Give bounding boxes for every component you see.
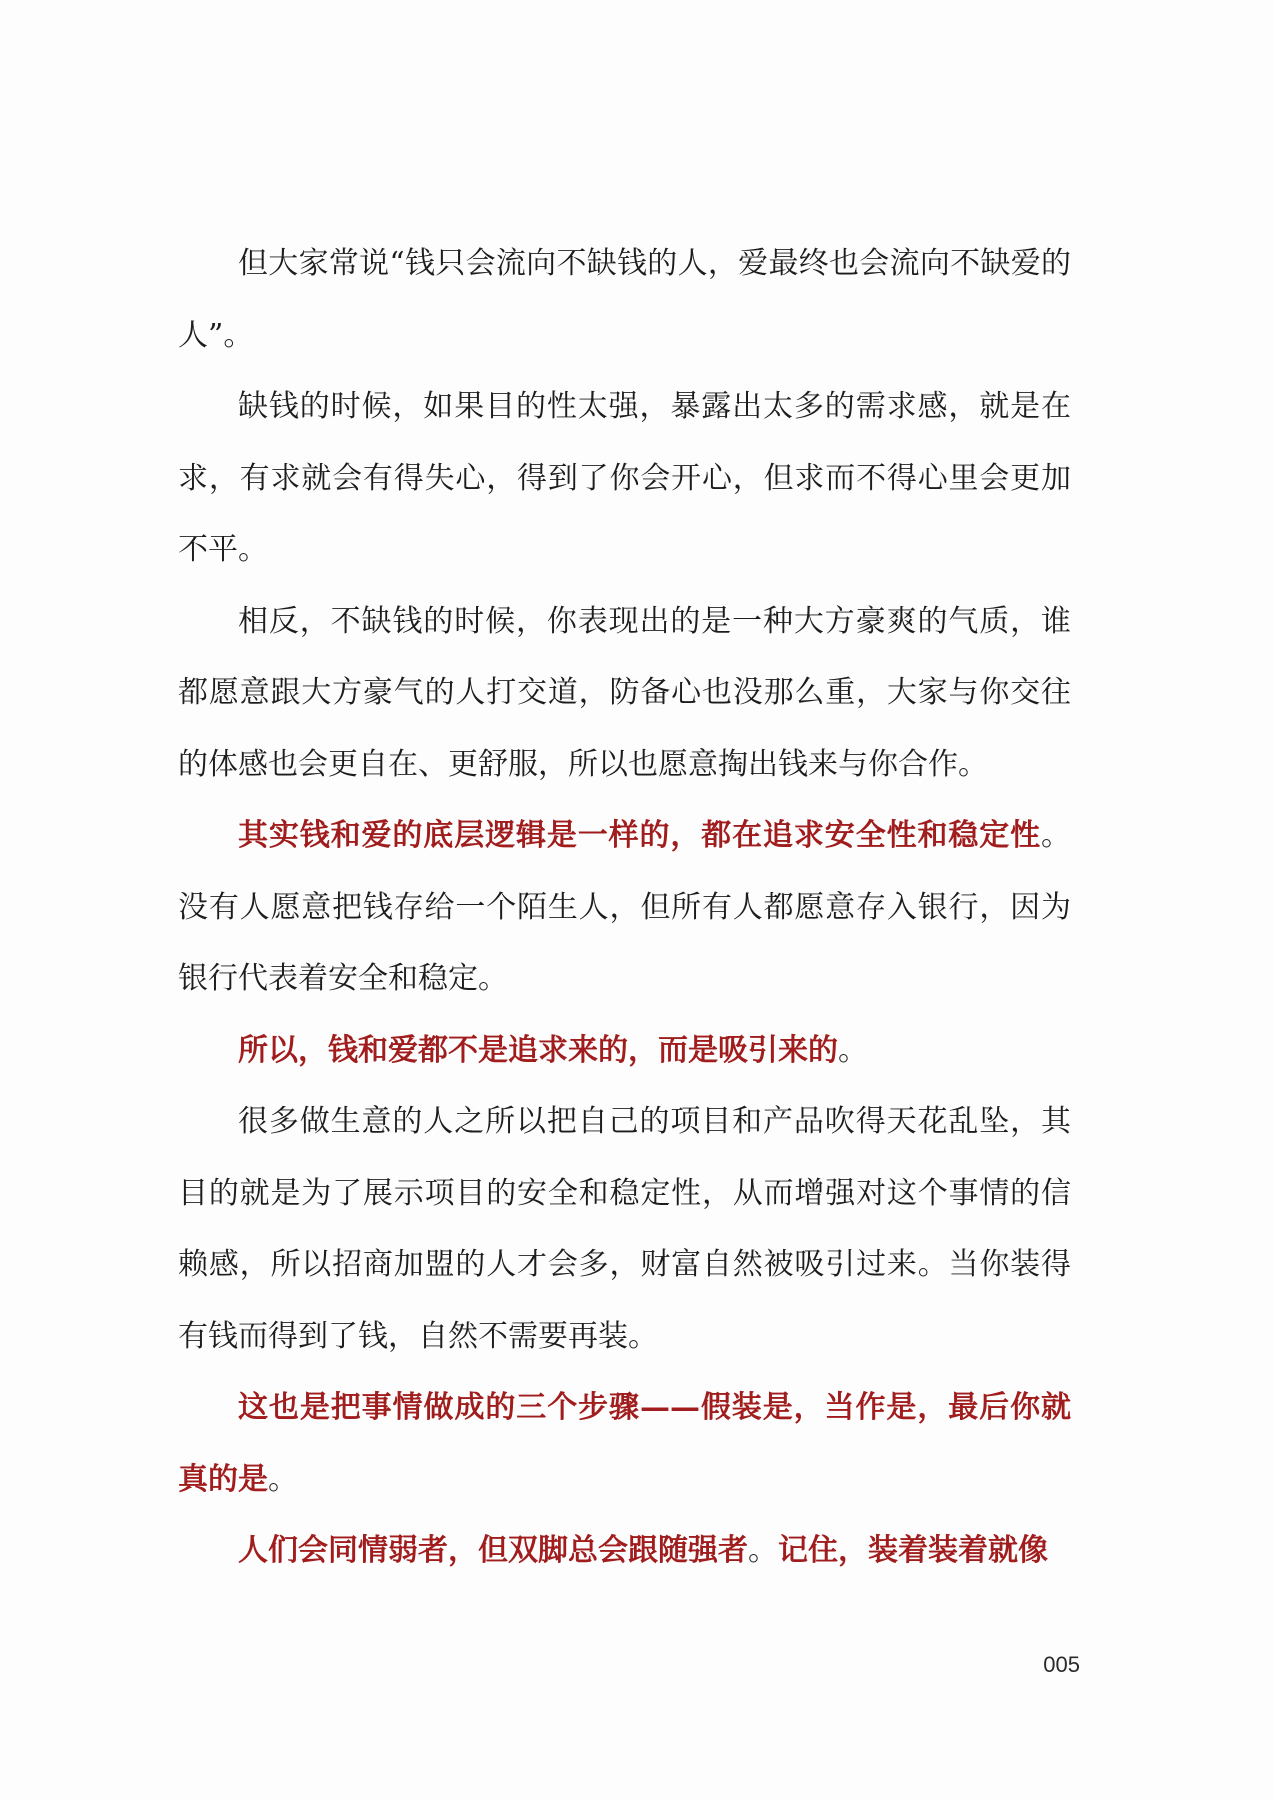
paragraph-2 — [178, 371, 1071, 586]
body-text — [178, 228, 1071, 1587]
page-number: 005 — [1043, 1652, 1080, 1677]
paragraph-4 — [178, 800, 1071, 1015]
paragraph-1 — [178, 228, 1071, 371]
text-run: 。 — [838, 1032, 868, 1068]
emphasis-run: 所以，钱和爱都不是追求来的，而是吸引来的 — [238, 1032, 838, 1068]
paragraph-6 — [178, 1086, 1071, 1372]
paragraph-7 — [178, 1372, 1071, 1515]
text-run: 缺钱的时候，如果目的性太强，暴露出太多的需求感，就是在求，有求就会有得失心，得到了你会开心，但求而不得心里会更加不平。 — [178, 389, 1071, 567]
emphasis-run: 人们会同情弱者，但双脚总会跟随强者 — [238, 1533, 748, 1568]
emphasis-run: 其实钱和爱的底层逻辑是一样的，都在追求安全性和稳定性 — [238, 818, 1041, 853]
paragraph-5 — [178, 1015, 1071, 1087]
emphasis-run: 这也是把事情做成的三个步骤——假装是，当作是，最后你就真的是 — [178, 1390, 1071, 1497]
text-run: 但大家常说“钱只会流向不缺钱的人，爱最终也会流向不缺爱的人”。 — [178, 246, 1071, 353]
emphasis-run: 记住，装着装着就像 — [778, 1533, 1048, 1568]
text-run: 。 — [268, 1461, 298, 1497]
text-run: 相反，不缺钱的时候，你表现出的是一种大方豪爽的气质，谁都愿意跟大方豪气的人打交道，防备心也没那么重，大家与你交往的体感也会更自在、更舒服，所以也愿意掏出钱来与你合作。 — [178, 603, 1071, 782]
paragraph-8 — [178, 1515, 1071, 1587]
paragraph-3 — [178, 586, 1071, 801]
text-run: 。 — [748, 1533, 778, 1568]
text-run: 很多做生意的人之所以把自己的项目和产品吹得天花乱坠，其目的就是为了展示项目的安全和稳定性，从而增强对这个事情的信赖感，所以招商加盟的人才会多，财富自然被吸引过来。当你装得有钱而得到了钱，自然不需要再装。 — [178, 1104, 1071, 1354]
text-run: 。没有人愿意把钱存给一个陌生人，但所有人都愿意存入银行，因为银行代表着安全和稳定。 — [178, 818, 1071, 996]
